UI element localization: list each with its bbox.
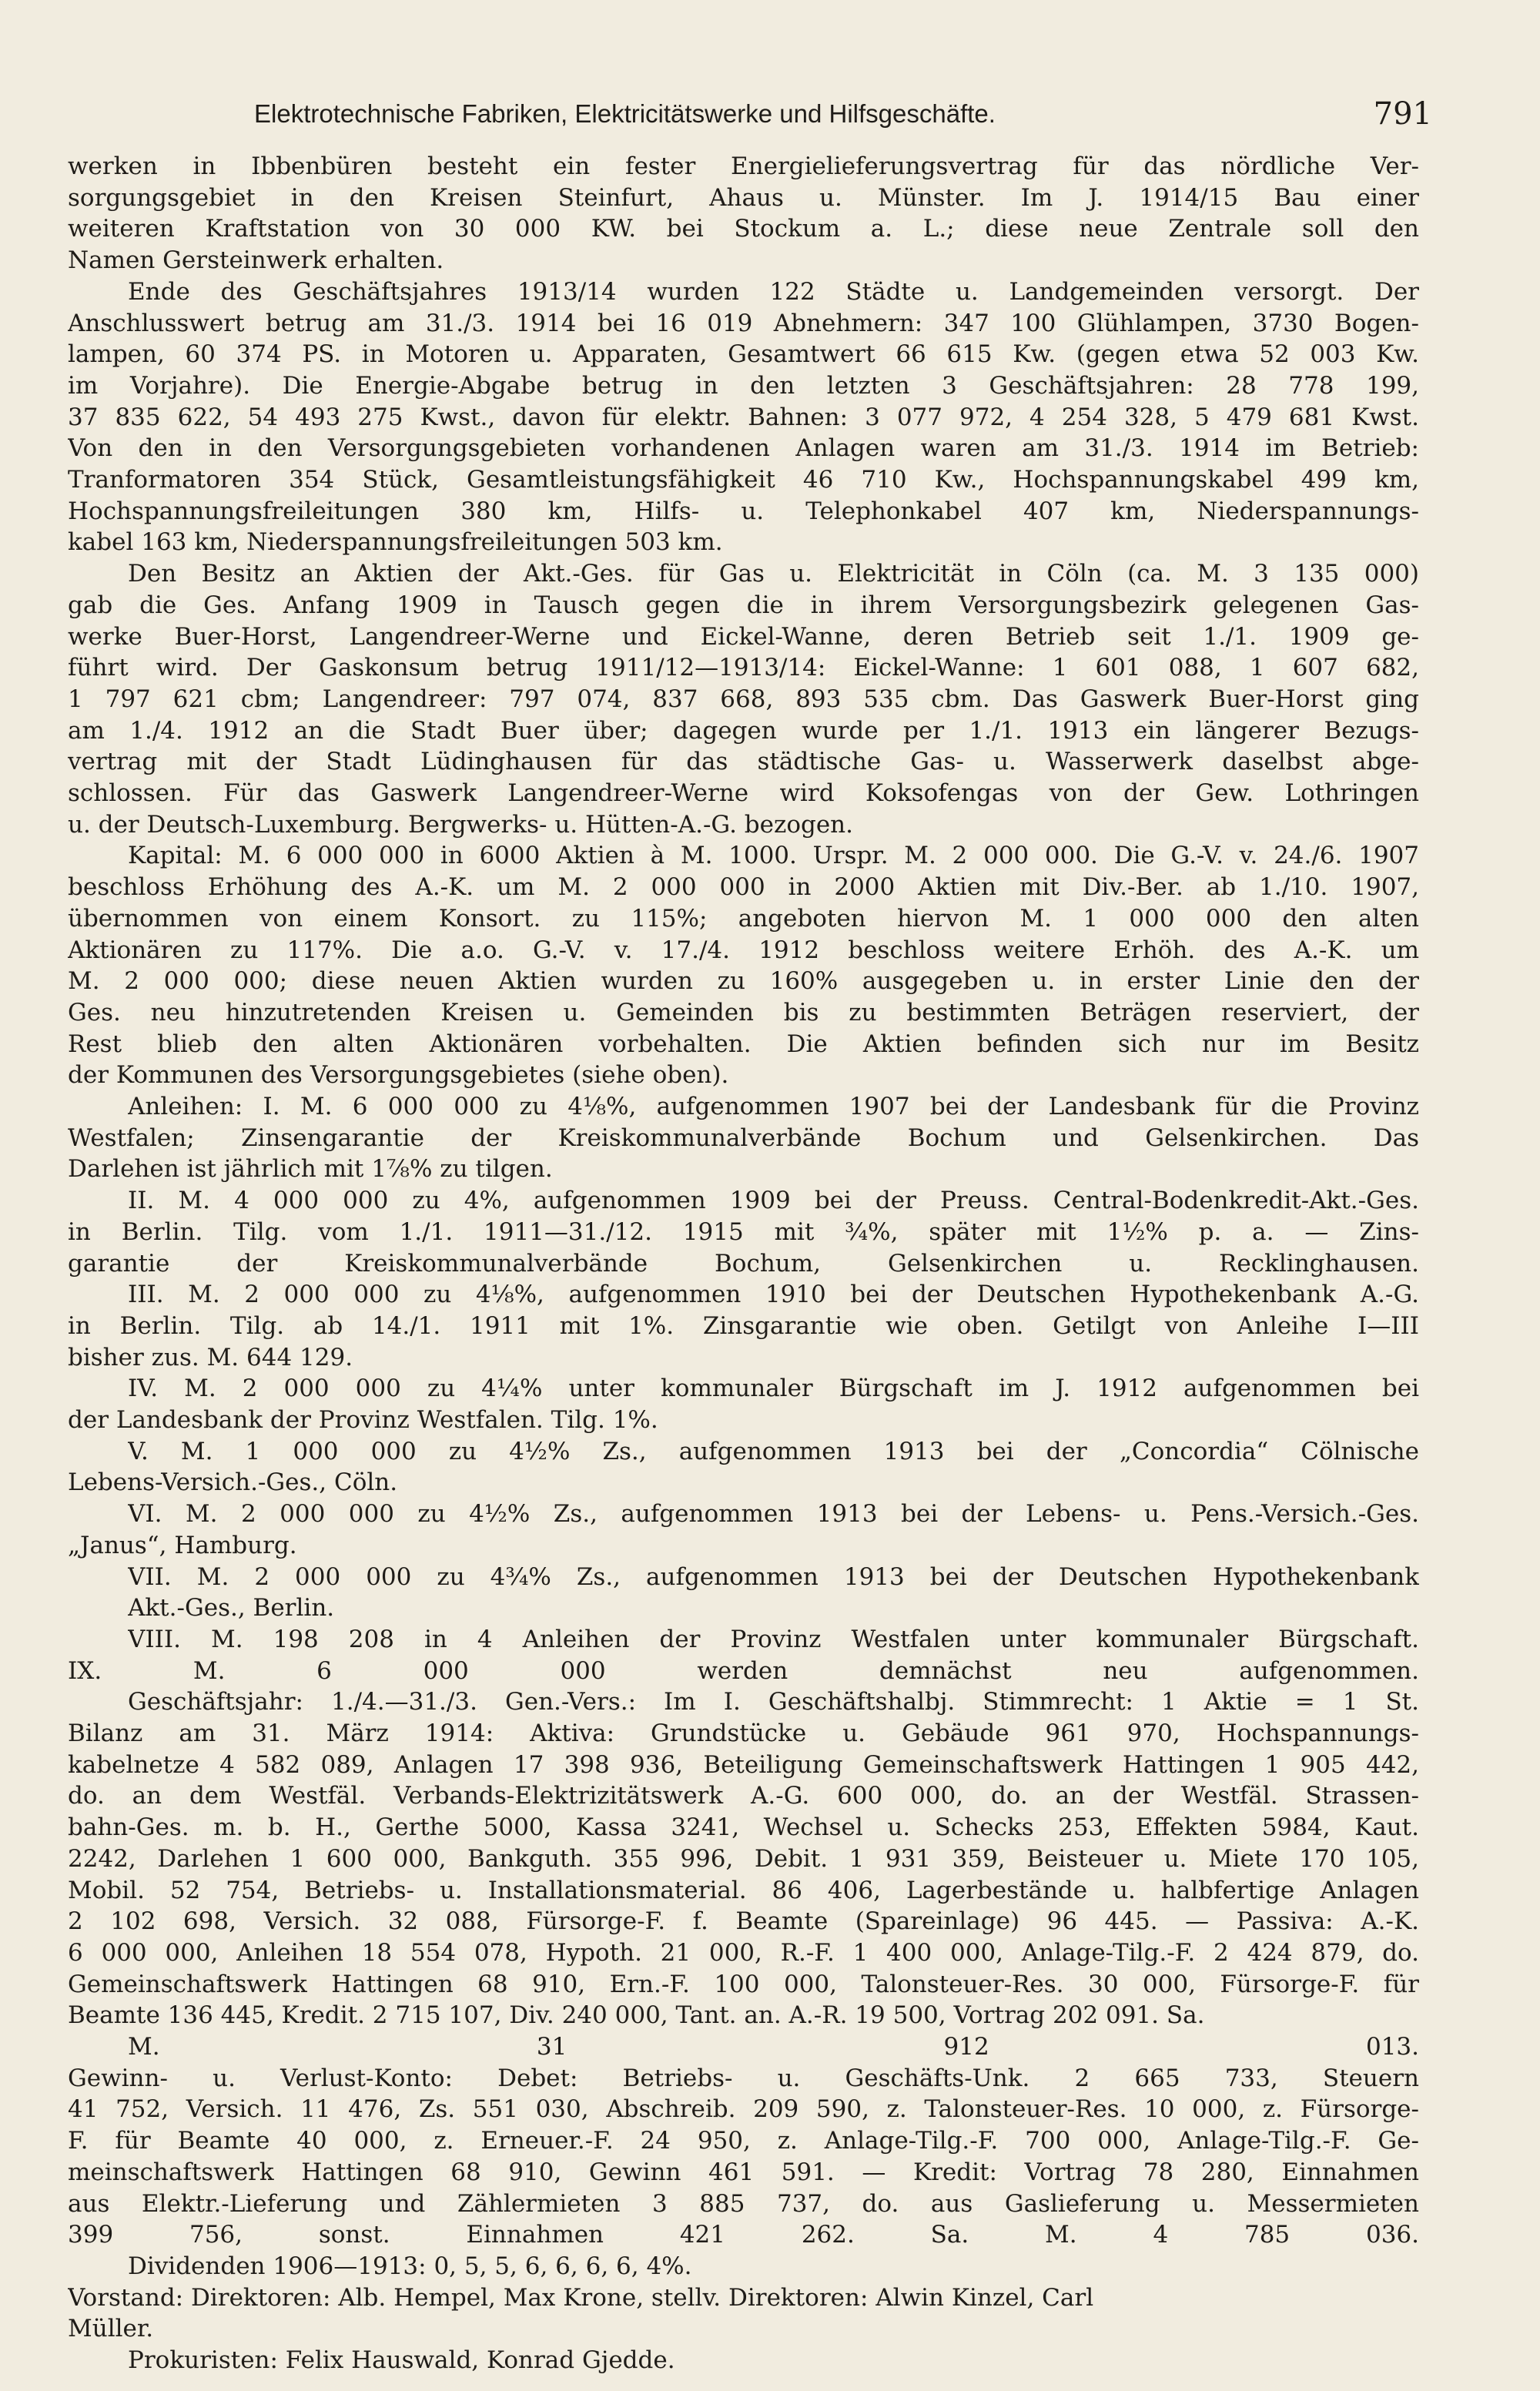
text-line: Gewinn- u. Verlust-Konto: Debet: Betriebs- u. Geschäfts-Unk. 2 665 733, Steuern: [68, 2064, 1419, 2092]
running-title: Elektrotechnische Fabriken, Elektricitätswerke und Hilfsgeschäfte.: [254, 99, 996, 128]
text-line: gab die Ges. Anfang 1909 in Tausch gegen die in ihrem Versorgungsbezirk gelegenen Gas-: [68, 591, 1419, 619]
text-line: der Landesbank der Provinz Westfalen. Tilg. 1%.: [68, 1406, 658, 1434]
text-line: Beamte 136 445, Kredit. 2 715 107, Div. 240 000, Tant. an. A.-R. 19 500, Vortrag 202 091. Sa.: [68, 2001, 1205, 2029]
text-line: meinschaftswerk Hattingen 68 910, Gewinn 461 591. — Kredit: Vortrag 78 280, Einnahmen: [68, 2158, 1419, 2186]
text-line: M. 31 912 013.: [128, 2033, 1419, 2061]
text-line: in Berlin. Tilg. ab 14./1. 1911 mit 1%. Zinsgarantie wie oben. Getilgt von Anleihe I—III: [68, 1312, 1419, 1340]
text-line: Den Besitz an Aktien der Akt.-Ges. für Gas u. Elektricität in Cöln (ca. M. 3 135 000): [128, 560, 1419, 588]
text-line: „Janus“, Hamburg.: [68, 1532, 297, 1559]
text-line: Müller.: [68, 2315, 154, 2342]
text-line: kabel 163 km, Niederspannungsfreileitungen 503 km.: [68, 528, 723, 556]
text-line: Namen Gersteinwerk erhalten.: [68, 246, 444, 274]
text-line: Darlehen ist jährlich mit 1⅞% zu tilgen.: [68, 1155, 553, 1183]
text-line: M. 2 000 000; diese neuen Aktien wurden zu 160% ausgegeben u. in erster Linie den der: [68, 967, 1419, 995]
text-line: Anschlusswert betrug am 31./3. 1914 bei 16 019 Abnehmern: 347 100 Glühlampen, 3730 Bogen-: [68, 310, 1419, 337]
text-line: 2242, Darlehen 1 600 000, Bankguth. 355 996, Debit. 1 931 359, Beisteuer u. Miete 170 105,: [68, 1845, 1419, 1873]
text-line: Ges. neu hinzutretenden Kreisen u. Gemeinden bis zu bestimmten Beträgen reserviert, der: [68, 999, 1419, 1026]
text-line: schlossen. Für das Gaswerk Langendreer-Werne wird Koksofengas von der Gew. Lothringen: [68, 779, 1419, 807]
text-line: VI. M. 2 000 000 zu 4½% Zs., aufgenommen 1913 bei der Lebens- u. Pens.-Versich.-Ges.: [128, 1500, 1419, 1528]
text-line: in Berlin. Tilg. vom 1./1. 1911—31./12. 1915 mit ¾%, später mit 1½% p. a. — Zins-: [68, 1218, 1419, 1246]
text-line: Aktionären zu 117%. Die a.o. G.-V. v. 17./4. 1912 beschloss weitere Erhöh. des A.-K. um: [68, 936, 1419, 964]
text-line: Tranformatoren 354 Stück, Gesamtleistungsfähigkeit 46 710 Kw., Hochspannungskabel 499 km,: [68, 466, 1419, 494]
text-line: übernommen von einem Konsort. zu 115%; angeboten hiervon M. 1 000 000 den alten: [68, 905, 1419, 933]
text-line: Rest blieb den alten Aktionären vorbehalten. Die Aktien befinden sich nur im Besitz: [68, 1030, 1419, 1058]
text-line: Von den in den Versorgungsgebieten vorhandenen Anlagen waren am 31./3. 1914 im Betrieb:: [68, 434, 1419, 462]
text-line: vertrag mit der Stadt Lüdinghausen für das städtische Gas- u. Wasserwerk daselbst abge-: [68, 748, 1419, 775]
text-line: 399 756, sonst. Einnahmen 421 262. Sa. M. 4 785 036.: [68, 2221, 1419, 2249]
text-line: Gemeinschaftswerk Hattingen 68 910, Ern.-F. 100 000, Talonsteuer-Res. 30 000, Fürsorge-F. für: [68, 1971, 1419, 1998]
text-line: 2 102 698, Versich. 32 088, Fürsorge-F. f. Beamte (Spareinlage) 96 445. — Passiva: A.-K.: [68, 1907, 1419, 1935]
text-line: Prokuristen: Felix Hauswald, Konrad Gjedde.: [128, 2346, 675, 2374]
text-line: beschloss Erhöhung des A.-K. um M. 2 000 000 in 2000 Aktien mit Div.-Ber. ab 1./10. 1907,: [68, 873, 1419, 901]
text-line: 41 752, Versich. 11 476, Zs. 551 030, Abschreib. 209 590, z. Talonsteuer-Res. 10 000, z. Fürsorge-: [68, 2095, 1419, 2123]
text-line: 37 835 622, 54 493 275 Kwst., davon für elektr. Bahnen: 3 077 972, 4 254 328, 5 479 681 Kwst.: [68, 404, 1419, 431]
text-line: do. an dem Westfäl. Verbands-Elektrizitätswerk A.-G. 600 000, do. an der Westfäl. Strassen-: [68, 1782, 1419, 1810]
text-line: Geschäftsjahr: 1./4.—31./3. Gen.-Vers.: Im I. Geschäftshalbj. Stimmrecht: 1 Aktie = 1 St.: [128, 1688, 1419, 1716]
text-line: Westfalen; Zinsengarantie der Kreiskommunalverbände Bochum und Gelsenkirchen. Das: [68, 1124, 1419, 1152]
text-line: lampen, 60 374 PS. in Motoren u. Apparaten, Gesamtwert 66 615 Kw. (gegen etwa 52 003 Kw.: [68, 340, 1419, 368]
text-line: werken in Ibbenbüren besteht ein fester Energielieferungsvertrag für das nördliche Ver-: [68, 152, 1419, 180]
text-line: am 1./4. 1912 an die Stadt Buer über; dagegen wurde per 1./1. 1913 ein längerer Bezugs-: [68, 717, 1419, 745]
text-line: kabelnetze 4 582 089, Anlagen 17 398 936, Beteiligung Gemeinschaftswerk Hattingen 1 905 442,: [68, 1751, 1419, 1779]
page-number: 791: [1373, 96, 1432, 132]
text-line: F. für Beamte 40 000, z. Erneuer.-F. 24 950, z. Anlage-Tilg.-F. 700 000, Anlage-Tilg.-F. Ge-: [68, 2127, 1419, 2155]
text-line: V. M. 1 000 000 zu 4½% Zs., aufgenommen 1913 bei der „Concordia“ Cölnische: [128, 1438, 1419, 1465]
text-line: IV. M. 2 000 000 zu 4¼% unter kommunaler Bürgschaft im J. 1912 aufgenommen bei: [128, 1375, 1419, 1402]
text-line: bahn-Ges. m. b. H., Gerthe 5000, Kassa 3241, Wechsel u. Schecks 253, Effekten 5984, Kaut.: [68, 1813, 1419, 1841]
text-line: 1 797 621 cbm; Langendreer: 797 074, 837 668, 893 535 cbm. Das Gaswerk Buer-Horst ging: [68, 685, 1419, 713]
text-line: führt wird. Der Gaskonsum betrug 1911/12—1913/14: Eickel-Wanne: 1 601 088, 1 607 682,: [68, 654, 1419, 681]
text-line: garantie der Kreiskommunalverbände Bochum, Gelsenkirchen u. Recklinghausen.: [68, 1250, 1419, 1278]
text-line: III. M. 2 000 000 zu 4⅛%, aufgenommen 1910 bei der Deutschen Hypothekenbank A.-G.: [128, 1281, 1419, 1308]
text-line: Dividenden 1906—1913: 0, 5, 5, 6, 6, 6, 6, 4%.: [128, 2252, 692, 2280]
text-line: VIII. M. 198 208 in 4 Anleihen der Provinz Westfalen unter kommunaler Bürgschaft.: [128, 1626, 1419, 1653]
text-line: Kapital: M. 6 000 000 in 6000 Aktien à M. 1000. Urspr. M. 2 000 000. Die G.-V. v. 24./6. 1907: [128, 842, 1419, 869]
text-line: im Vorjahre). Die Energie-Abgabe betrug in den letzten 3 Geschäftsjahren: 28 778 199,: [68, 372, 1419, 400]
text-line: weiteren Kraftstation von 30 000 KW. bei Stockum a. L.; diese neue Zentrale soll den: [68, 215, 1419, 243]
text-line: IX. M. 6 000 000 werden demnächst neu aufgenommen.: [68, 1657, 1419, 1685]
page-header: [254, 91, 1432, 137]
text-line: der Kommunen des Versorgungsgebietes (siehe oben).: [68, 1061, 729, 1089]
text-line: 6 000 000, Anleihen 18 554 078, Hypoth. 21 000, R.-F. 1 400 000, Anlage-Tilg.-F. 2 424 879, do.: [68, 1939, 1419, 1967]
text-line: VII. M. 2 000 000 zu 4¾% Zs., aufgenommen 1913 bei der Deutschen Hypothekenbank: [128, 1563, 1419, 1591]
text-line: Akt.-Ges., Berlin.: [128, 1594, 335, 1622]
text-line: Lebens-Versich.-Ges., Cöln.: [68, 1468, 398, 1496]
text-line: Anleihen: I. M. 6 000 000 zu 4⅛%, aufgenommen 1907 bei der Landesbank für die Provinz: [128, 1093, 1419, 1120]
text-line: Mobil. 52 754, Betriebs- u. Installationsmaterial. 86 406, Lagerbestände u. halbfertige Anlagen: [68, 1877, 1419, 1904]
text-line: Vorstand: Direktoren: Alb. Hempel, Max Krone, stellv. Direktoren: Alwin Kinzel, Carl: [68, 2284, 1094, 2312]
text-line: Hochspannungsfreileitungen 380 km, Hilfs- u. Telephonkabel 407 km, Niederspannungs-: [68, 497, 1419, 525]
text-line: u. der Deutsch-Luxemburg. Bergwerks- u. Hütten-A.-G. bezogen.: [68, 811, 853, 839]
text-line: bisher zus. M. 644 129.: [68, 1344, 353, 1371]
text-line: Bilanz am 31. März 1914: Aktiva: Grundstücke u. Gebäude 961 970, Hochspannungs-: [68, 1720, 1419, 1747]
text-line: werke Buer-Horst, Langendreer-Werne und Eickel-Wanne, deren Betrieb seit 1./1. 1909 ge-: [68, 623, 1419, 651]
text-line: II. M. 4 000 000 zu 4%, aufgenommen 1909 bei der Preuss. Central-Bodenkredit-Akt.-Ges.: [128, 1187, 1419, 1214]
text-line: Ende des Geschäftsjahres 1913/14 wurden 122 Städte u. Landgemeinden versorgt. Der: [128, 278, 1419, 306]
text-line: aus Elektr.-Lieferung und Zählermieten 3 885 737, do. aus Gaslieferung u. Messermieten: [68, 2190, 1419, 2218]
text-line: sorgungsgebiet in den Kreisen Steinfurt, Ahaus u. Münster. Im J. 1914/15 Bau einer: [68, 184, 1419, 212]
